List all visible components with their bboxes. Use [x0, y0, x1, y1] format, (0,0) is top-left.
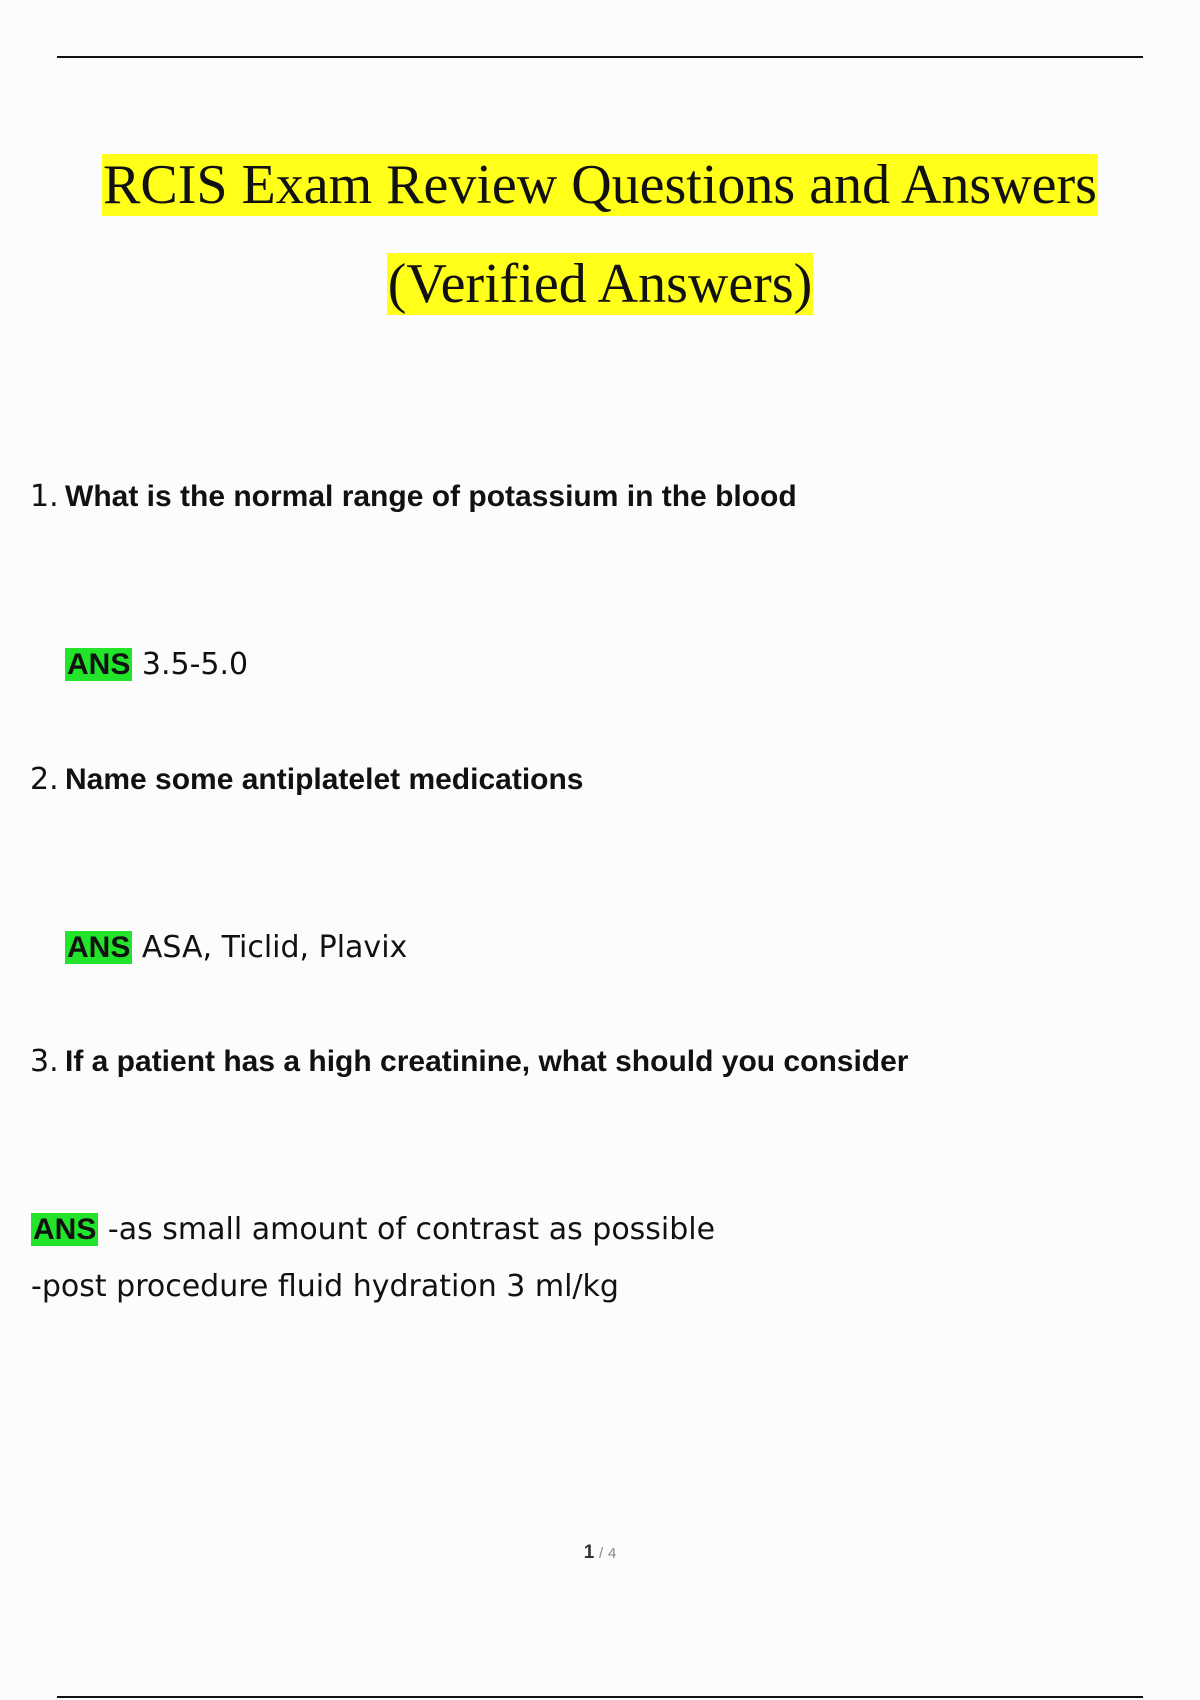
ans-tag: ANS	[33, 1213, 97, 1246]
title-highlight-1: RCIS Exam Review Questions and Answers	[103, 154, 1097, 216]
top-divider	[57, 56, 1143, 58]
answer-3-line-2: -post procedure fluid hydration 3 ml/kg	[31, 1269, 619, 1304]
question-text: If a patient has a high creatinine, what should you consider	[65, 1045, 909, 1078]
question-number: 2.	[30, 762, 59, 797]
answer-text: 3.5-5.0	[141, 647, 249, 682]
title-highlight-2: (Verified Answers)	[387, 253, 813, 315]
question-number: 1.	[30, 479, 59, 514]
question-2	[30, 762, 584, 798]
current-page: 1	[583, 1542, 595, 1563]
total-pages: 4	[607, 1545, 617, 1562]
answer-text: -as small amount of contrast as possible	[107, 1212, 716, 1247]
question-text: What is the normal range of potassium in the blood	[65, 480, 797, 513]
page-indicator	[0, 1542, 1200, 1564]
answer-text: ASA, Ticlid, Plavix	[141, 930, 408, 965]
ans-tag: ANS	[67, 931, 131, 964]
ans-tag: ANS	[67, 648, 131, 681]
document-title-line-1	[0, 152, 1200, 218]
question-3	[30, 1044, 908, 1080]
answer-3	[31, 1210, 715, 1250]
page-separator: /	[599, 1545, 604, 1562]
question-number: 3.	[30, 1044, 59, 1079]
question-1	[30, 479, 797, 515]
answer-2	[65, 928, 407, 968]
answer-1	[65, 645, 248, 685]
bottom-divider	[57, 1696, 1143, 1698]
document-title-line-2	[0, 251, 1200, 317]
question-text: Name some antiplatelet medications	[65, 763, 584, 796]
